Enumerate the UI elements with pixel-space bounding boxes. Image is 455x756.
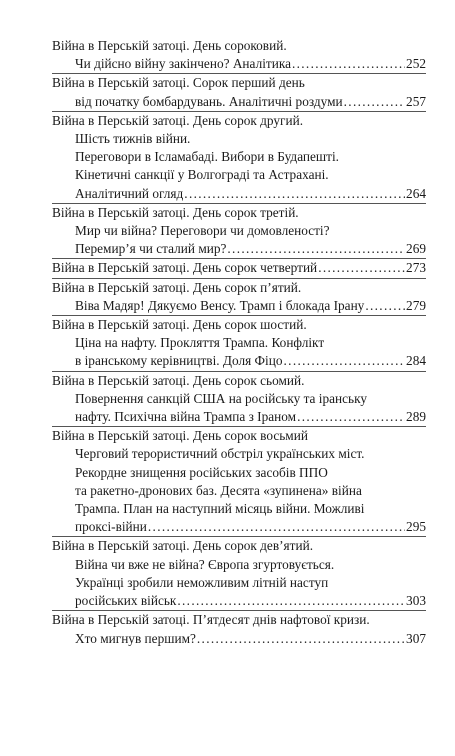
- dot-leader: [177, 592, 405, 610]
- toc-entry-line-text: російських військ: [75, 593, 177, 609]
- page-number: 289: [406, 409, 426, 425]
- toc-entry-line: [52, 352, 426, 370]
- toc-entry-title-text: Війна в Перській затоці. День сорок п’ятий.: [52, 279, 302, 295]
- toc-entry-line: [52, 482, 426, 500]
- toc-entry-line: [52, 556, 426, 574]
- toc-entry: [52, 536, 426, 610]
- toc-entry-line: [52, 500, 426, 518]
- dot-leader: [292, 55, 405, 73]
- toc-entry-line-text: проксі-війни: [75, 519, 147, 535]
- toc-entry-line: [52, 464, 426, 482]
- toc-entry-title-text: Війна в Перській затоці. П’ятдесят днів нафтової кризи.: [52, 612, 370, 628]
- page-number: 295: [406, 519, 426, 535]
- toc-entry-line: [52, 55, 426, 73]
- toc-entry-title: [52, 74, 426, 92]
- toc-entry-line-text: Повернення санкцій США на російську та іранську: [75, 390, 368, 406]
- page-number: 252: [406, 56, 426, 72]
- toc-entry-line: [52, 185, 426, 203]
- toc-entry-title-text: Війна в Перській затоці. День сорок сьомий.: [52, 372, 305, 388]
- toc-entry-line-text: від початку бомбардувань. Аналітичні роздуми: [75, 93, 343, 109]
- toc-entry-line-text: Хто мигнув першим?: [75, 630, 196, 646]
- toc-entry-line-text: Віва Мадяр! Дякуємо Венсу. Трамп і блокада Ірану: [75, 297, 365, 313]
- toc-entry: [52, 73, 426, 110]
- toc-entry: [52, 278, 426, 315]
- toc-entry-line: [52, 390, 426, 408]
- dot-leader: [284, 352, 406, 370]
- toc-entry-title-text: Війна в Перській затоці. День сорок восьмий: [52, 428, 308, 444]
- toc-entry-line-text: Українці зробили неможливим літній наступ: [75, 574, 329, 590]
- toc-entry-line-text: та ракетно-дронових баз. Десята «зупинена» війна: [75, 482, 362, 498]
- toc-entry-line-text: Аналітичний огляд: [75, 185, 184, 201]
- toc-entry-title-text: Війна в Перській затоці. День сорок третій.: [52, 204, 299, 220]
- page-number: 257: [406, 93, 426, 109]
- toc-entry: [52, 111, 426, 203]
- toc-entry-line: [52, 222, 426, 240]
- toc-entry: [52, 610, 426, 647]
- toc-entry-title: [52, 112, 426, 130]
- toc-entry-line: [52, 630, 426, 648]
- toc-entry-title: [52, 427, 426, 445]
- toc-entry: [52, 203, 426, 259]
- toc-entry-title: [52, 372, 426, 390]
- toc-entry-line: [52, 240, 426, 258]
- toc-entry-line-text: Шість тижнів війни.: [75, 131, 191, 147]
- toc-entry-line-text: Кінетичні санкції у Волгограді та Астрахані.: [75, 167, 329, 183]
- toc-entry-title: [52, 259, 426, 277]
- table-of-contents: [52, 37, 426, 648]
- toc-entry-title: [52, 279, 426, 297]
- page-number: 307: [406, 630, 426, 646]
- toc-entry-title-text: Війна в Перській затоці. День сороковий.: [52, 38, 287, 53]
- dot-leader: [197, 630, 405, 648]
- toc-entry-title-text: Війна в Перській затоці. День сорок четвертий: [52, 260, 318, 276]
- toc-entry-line-text: Трампа. План на наступний місяць війни. Можливі: [75, 501, 365, 517]
- toc-entry-title: [52, 204, 426, 222]
- toc-entry-title-text: Війна в Перській затоці. День сорок другий.: [52, 112, 304, 128]
- toc-entry-line: [52, 130, 426, 148]
- toc-entry: [52, 258, 426, 277]
- toc-entry-title: [52, 537, 426, 555]
- page-number: 279: [406, 297, 426, 313]
- toc-entry-title-text: Війна в Перській затоці. День сорок шостий.: [52, 317, 307, 333]
- toc-entry: [52, 37, 426, 73]
- page-number: 284: [406, 353, 426, 369]
- page-number: 264: [406, 185, 426, 201]
- toc-entry-line: [52, 518, 426, 536]
- toc-entry-line-text: Мир чи війна? Переговори чи домовленості?: [75, 223, 330, 239]
- toc-entry-line: [52, 166, 426, 184]
- toc-entry-line: [52, 445, 426, 463]
- toc-entry-title: [52, 611, 426, 629]
- page-number: 273: [406, 260, 426, 276]
- toc-entry-line-text: Перемир’я чи сталий мир?: [75, 241, 227, 257]
- dot-leader: [318, 259, 405, 277]
- page-number: 303: [406, 593, 426, 609]
- toc-entry-line-text: Переговори в Ісламабаді. Вибори в Будапешті.: [75, 149, 340, 165]
- toc-entry-line: [52, 574, 426, 592]
- dot-leader: [184, 185, 405, 203]
- toc-entry-title: [52, 316, 426, 334]
- dot-leader: [148, 518, 405, 536]
- toc-entry-line-text: Чи дійсно війну закінчено? Аналітика: [75, 56, 291, 72]
- toc-entry: [52, 426, 426, 536]
- toc-entry-line-text: нафту. Психічна війна Трампа з Іраном: [75, 409, 297, 425]
- dot-leader: [365, 297, 405, 315]
- dot-leader: [297, 408, 405, 426]
- toc-entry-line: [52, 334, 426, 352]
- toc-entry-title: [52, 37, 426, 55]
- dot-leader: [344, 93, 405, 111]
- toc-entry-line-text: Війна чи вже не війна? Європа згуртовується.: [75, 556, 335, 572]
- toc-entry-title-text: Війна в Перській затоці. Сорок перший день: [52, 75, 305, 91]
- toc-entry-line: [52, 297, 426, 315]
- toc-entry-line-text: Рекордне знищення російських засобів ППО: [75, 464, 328, 480]
- toc-entry-line: [52, 592, 426, 610]
- dot-leader: [227, 240, 405, 258]
- page-number: 269: [406, 241, 426, 257]
- toc-entry-line: [52, 408, 426, 426]
- toc-entry-line: [52, 148, 426, 166]
- toc-entry: [52, 315, 426, 371]
- toc-entry-title-text: Війна в Перській затоці. День сорок дев’ятий.: [52, 538, 314, 554]
- toc-entry-line-text: в іранському керівництві. Доля Фіцо: [75, 353, 283, 369]
- toc-entry-line-text: Ціна на нафту. Прокляття Трампа. Конфлікт: [75, 335, 325, 351]
- toc-entry-line-text: Черговий терористичний обстріл українських міст.: [75, 446, 365, 462]
- toc-entry-line: [52, 93, 426, 111]
- toc-entry: [52, 371, 426, 427]
